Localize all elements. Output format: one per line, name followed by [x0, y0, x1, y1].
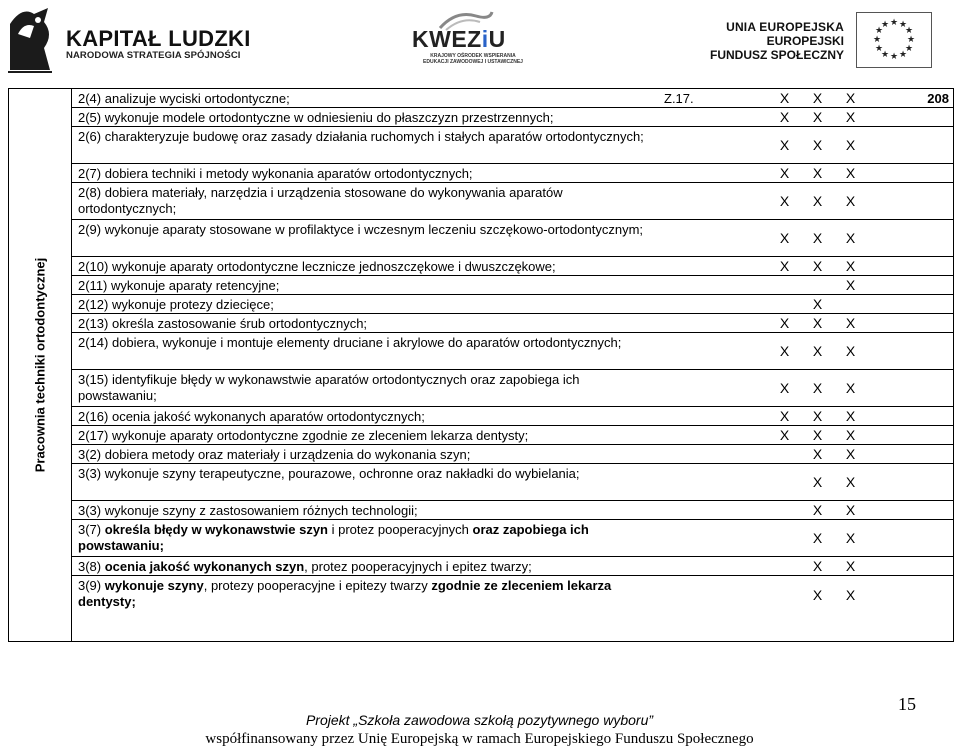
curriculum-table — [8, 88, 954, 642]
mark-1: X — [779, 109, 790, 125]
row-code — [664, 257, 710, 275]
footer-funding-line: współfinansowany przez Unię Europejską w ramach Europejskiego Funduszu Społecznego — [205, 731, 754, 747]
mark-3: X — [845, 380, 856, 396]
row-text: 2(5) wykonuje modele ortodontyczne w odniesieniu do płaszczyzn przestrzennych; — [78, 110, 554, 125]
row-code — [664, 164, 710, 182]
row-code — [664, 333, 710, 369]
row-number — [906, 501, 953, 519]
mark-2: X — [812, 502, 823, 518]
row-text: 2(10) wykonuje aparaty ortodontyczne lecznicze jednoszczękowe i dwuszczękowe; — [78, 259, 556, 274]
table-row — [72, 183, 953, 220]
mark-3: X — [845, 427, 856, 443]
row-number: 208 — [927, 91, 949, 106]
page-number: 15 — [898, 694, 916, 714]
row-marks — [710, 127, 906, 163]
row-marks — [710, 314, 906, 332]
row-marks — [710, 295, 906, 313]
row-marks — [710, 276, 906, 294]
svg-text:★: ★ — [898, 50, 908, 60]
row-number — [906, 314, 953, 332]
row-number — [906, 464, 953, 500]
mark-3: X — [845, 137, 856, 153]
page-header — [0, 0, 959, 80]
row-text: 3(7) określa błędy w wykonawstwie szyn i protez pooperacyjnych oraz zapobiega ich powstawaniu; — [78, 522, 589, 553]
eu-line-2: EUROPEJSKI — [766, 34, 844, 48]
row-marks — [710, 220, 906, 256]
row-text: 2(4) analizuje wyciski ortodontyczne; — [78, 91, 290, 106]
mark-3: X — [845, 277, 856, 293]
svg-text:★: ★ — [880, 50, 890, 60]
svg-text:★: ★ — [904, 44, 914, 54]
mark-3: X — [845, 258, 856, 274]
row-code — [664, 520, 710, 556]
row-number — [906, 183, 953, 219]
mark-3: X — [845, 408, 856, 424]
row-marks — [710, 557, 906, 575]
table-rows — [72, 89, 953, 613]
row-code — [664, 501, 710, 519]
svg-text:★: ★ — [872, 35, 882, 45]
mark-2: X — [812, 193, 823, 209]
mark-2: X — [812, 296, 823, 312]
mark-3: X — [845, 530, 856, 546]
row-text: 2(13) określa zastosowanie śrub ortodontycznych; — [78, 316, 368, 331]
row-code — [664, 276, 710, 294]
svg-text:★: ★ — [880, 20, 890, 30]
mark-3: X — [845, 446, 856, 462]
row-code — [664, 370, 710, 406]
row-text: 3(3) wykonuje szyny z zastosowaniem różnych technologii; — [78, 503, 418, 518]
row-text: 2(16) ocenia jakość wykonanych aparatów ortodontycznych; — [78, 409, 425, 424]
table-row — [72, 333, 953, 370]
footer-project-line: Projekt „Szkoła zawodowa szkołą pozytywnego wyboru” — [305, 712, 654, 728]
mark-3: X — [845, 474, 856, 490]
mark-1: X — [779, 90, 790, 106]
table-row — [72, 127, 953, 164]
row-marks — [710, 520, 906, 556]
row-number — [906, 257, 953, 275]
svg-text:★: ★ — [889, 52, 899, 62]
row-text: 2(6) charakteryzuje budowę oraz zasady działania ruchomych i stałych aparatów ortodontycznych; — [78, 129, 644, 144]
row-number — [906, 276, 953, 294]
table-row — [72, 89, 953, 108]
kapital-ludzki-emblem-icon — [4, 4, 56, 74]
mark-2: X — [812, 137, 823, 153]
svg-text:★: ★ — [906, 35, 916, 45]
mark-1: X — [779, 137, 790, 153]
mark-1: X — [779, 193, 790, 209]
table-row — [72, 445, 953, 464]
row-code — [664, 445, 710, 463]
row-marks — [710, 370, 906, 406]
row-number — [906, 108, 953, 126]
row-text: 2(8) dobiera materiały, narzędzia i urządzenia stosowane do wykonywania aparatów ortodontycznych; — [78, 185, 563, 216]
row-text: 3(8) ocenia jakość wykonanych szyn, protez pooperacyjnych i epitez twarzy; — [78, 559, 532, 574]
row-marks — [710, 576, 906, 613]
table-row — [72, 464, 953, 501]
mark-3: X — [845, 502, 856, 518]
mark-1: X — [779, 315, 790, 331]
table-row — [72, 164, 953, 183]
row-code — [664, 108, 710, 126]
eu-line-1: UNIA EUROPEJSKA — [726, 20, 844, 34]
mark-2: X — [812, 165, 823, 181]
table-row — [72, 520, 953, 557]
mark-3: X — [845, 558, 856, 574]
row-text: 2(12) wykonuje protezy dziecięce; — [78, 297, 274, 312]
row-number — [906, 333, 953, 369]
mark-3: X — [845, 109, 856, 125]
row-number — [906, 520, 953, 556]
mark-2: X — [812, 427, 823, 443]
row-code — [664, 314, 710, 332]
row-code — [664, 426, 710, 444]
kowezu-name: KWEZiU — [412, 26, 506, 52]
mark-2: X — [812, 380, 823, 396]
mark-3: X — [845, 315, 856, 331]
svg-text:★: ★ — [904, 26, 914, 36]
kowezu-logo — [408, 10, 538, 70]
row-marks — [710, 464, 906, 500]
table-row — [72, 407, 953, 426]
table-row — [72, 295, 953, 314]
row-text: 3(15) identyfikuje błędy w wykonawstwie aparatów ortodontycznych oraz zapobiega ich powstawaniu; — [78, 372, 580, 403]
table-row — [72, 557, 953, 576]
row-text: 3(9) wykonuje szyny, protezy pooperacyjne i epitezy twarzy zgodnie ze zleceniem lekarza dentysty; — [78, 578, 612, 609]
svg-text:★: ★ — [874, 26, 884, 36]
mark-3: X — [845, 165, 856, 181]
row-number — [906, 127, 953, 163]
row-number — [906, 164, 953, 182]
eu-stars-flag-icon — [856, 12, 932, 68]
row-number — [906, 445, 953, 463]
side-column — [9, 89, 72, 641]
row-marks — [710, 164, 906, 182]
row-text: 2(7) dobiera techniki i metody wykonania aparatów ortodontycznych; — [78, 166, 473, 181]
row-marks — [710, 445, 906, 463]
table-row — [72, 220, 953, 257]
mark-2: X — [812, 408, 823, 424]
mark-1: X — [779, 165, 790, 181]
row-number — [906, 407, 953, 425]
row-marks — [710, 89, 906, 107]
kapital-ludzki-title: KAPITAŁ LUDZKI — [66, 26, 251, 51]
mark-3: X — [845, 193, 856, 209]
row-number — [906, 426, 953, 444]
row-number — [906, 576, 953, 613]
row-code — [664, 127, 710, 163]
mark-1: X — [779, 343, 790, 359]
eu-line-3: FUNDUSZ SPOŁECZNY — [709, 48, 844, 62]
row-number — [906, 370, 953, 406]
mark-1: X — [779, 427, 790, 443]
mark-2: X — [812, 230, 823, 246]
mark-2: X — [812, 258, 823, 274]
row-code: Z.17. — [664, 91, 694, 106]
table-row — [72, 576, 953, 613]
table-row — [72, 257, 953, 276]
mark-2: X — [812, 315, 823, 331]
mark-1: X — [779, 230, 790, 246]
mark-1: X — [779, 258, 790, 274]
row-code — [664, 220, 710, 256]
mark-2: X — [812, 446, 823, 462]
row-code — [664, 183, 710, 219]
svg-text:★: ★ — [889, 18, 899, 28]
row-number — [906, 220, 953, 256]
row-number — [906, 557, 953, 575]
eu-logo-text — [710, 20, 844, 62]
row-code — [664, 407, 710, 425]
eu-logo — [664, 8, 954, 72]
table-row — [72, 276, 953, 295]
mark-2: X — [812, 343, 823, 359]
row-code — [664, 464, 710, 500]
row-code — [664, 295, 710, 313]
row-marks — [710, 183, 906, 219]
row-code — [664, 576, 710, 613]
row-text: 3(2) dobiera metody oraz materiały i urządzenia do wykonania szyn; — [78, 447, 471, 462]
table-row — [72, 426, 953, 445]
row-marks — [710, 426, 906, 444]
kapital-ludzki-subtitle: NARODOWA STRATEGIA SPÓJNOŚCI — [66, 50, 241, 61]
table-row — [72, 501, 953, 520]
table-row — [72, 108, 953, 127]
mark-2: X — [812, 530, 823, 546]
mark-2: X — [812, 109, 823, 125]
row-text: 2(11) wykonuje aparaty retencyjne; — [78, 278, 280, 293]
mark-2: X — [812, 90, 823, 106]
table-row — [72, 370, 953, 407]
mark-3: X — [845, 230, 856, 246]
row-marks — [710, 407, 906, 425]
mark-1: X — [779, 408, 790, 424]
mark-3: X — [845, 90, 856, 106]
row-text: 2(17) wykonuje aparaty ortodontyczne zgodnie ze zleceniem lekarza dentysty; — [78, 428, 529, 443]
table-row — [72, 314, 953, 333]
svg-text:★: ★ — [898, 20, 908, 30]
row-marks — [710, 108, 906, 126]
mark-2: X — [812, 558, 823, 574]
svg-text:★: ★ — [874, 44, 884, 54]
row-marks — [710, 501, 906, 519]
row-text: 2(9) wykonuje aparaty stosowane w profilaktyce i wczesnym leczeniu szczękowo-ortodontycznym; — [78, 222, 644, 237]
mark-3: X — [845, 586, 856, 603]
row-marks — [710, 333, 906, 369]
mark-2: X — [812, 586, 823, 603]
row-text: 3(3) wykonuje szyny terapeutyczne, pourazowe, ochronne oraz nakładki do wybielania; — [78, 466, 580, 481]
mark-1: X — [779, 380, 790, 396]
row-number — [906, 295, 953, 313]
kapital-ludzki-logo — [4, 4, 251, 76]
mark-2: X — [812, 474, 823, 490]
row-text: 2(14) dobiera, wykonuje i montuje elementy druciane i akrylowe do aparatów ortodontycznych; — [78, 335, 622, 350]
kowezu-subtitle: KRAJOWY OŚRODEK WSPIERANIA EDUKACJI ZAWODOWEJ I USTAWICZNEJ — [423, 53, 523, 65]
row-marks — [710, 257, 906, 275]
mark-3: X — [845, 343, 856, 359]
row-code — [664, 557, 710, 575]
side-label: Pracownia techniki ortodontycznej — [32, 257, 48, 473]
